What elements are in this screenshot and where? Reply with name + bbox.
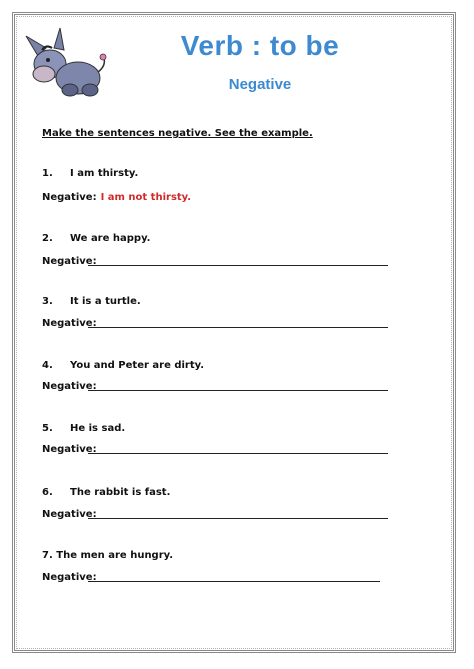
negative-label: Negative: — [42, 318, 97, 329]
answer-line-7[interactable] — [88, 581, 380, 582]
negative-label: Negative: — [42, 192, 97, 203]
page-title: Verb : to be — [180, 30, 340, 61]
negative-label: Negative: — [42, 444, 97, 455]
exercise-item-2 — [42, 233, 150, 244]
item-sentence: I am thirsty. — [70, 168, 139, 179]
negative-row-1 — [42, 192, 191, 203]
answer-line-6[interactable] — [88, 518, 388, 519]
exercise-item-7 — [42, 550, 173, 561]
negative-label: Negative: — [42, 572, 97, 583]
item-sentence: The rabbit is fast. — [70, 487, 171, 498]
exercise-item-3 — [42, 296, 141, 307]
donkey-icon — [24, 26, 108, 100]
item-sentence: We are happy. — [70, 233, 151, 244]
instruction-text: Make the sentences negative. See the example. — [42, 128, 313, 139]
negative-label: Negative: — [42, 509, 97, 520]
item-number: 7. — [42, 550, 53, 561]
page-subtitle: Negative — [228, 76, 292, 93]
exercise-item-1 — [42, 168, 138, 179]
item-number: 4. — [42, 360, 53, 371]
item-number: 5. — [42, 423, 53, 434]
negative-label: Negative: — [42, 256, 97, 267]
answer-line-4[interactable] — [88, 390, 388, 391]
answer-line-2[interactable] — [88, 265, 388, 266]
negative-label: Negative: — [42, 381, 97, 392]
exercise-item-6 — [42, 487, 170, 498]
item-sentence: You and Peter are dirty. — [70, 360, 205, 371]
exercise-item-4 — [42, 360, 204, 371]
item-number: 1. — [42, 168, 53, 179]
example-answer: I am not thirsty. — [100, 192, 192, 203]
item-sentence: It is a turtle. — [70, 296, 141, 307]
exercise-item-5 — [42, 423, 125, 434]
item-number: 6. — [42, 487, 53, 498]
item-number: 2. — [42, 233, 53, 244]
item-number: 3. — [42, 296, 53, 307]
item-sentence: The men are hungry. — [56, 550, 174, 561]
item-sentence: He is sad. — [70, 423, 126, 434]
answer-line-5[interactable] — [88, 453, 388, 454]
answer-line-3[interactable] — [88, 327, 388, 328]
